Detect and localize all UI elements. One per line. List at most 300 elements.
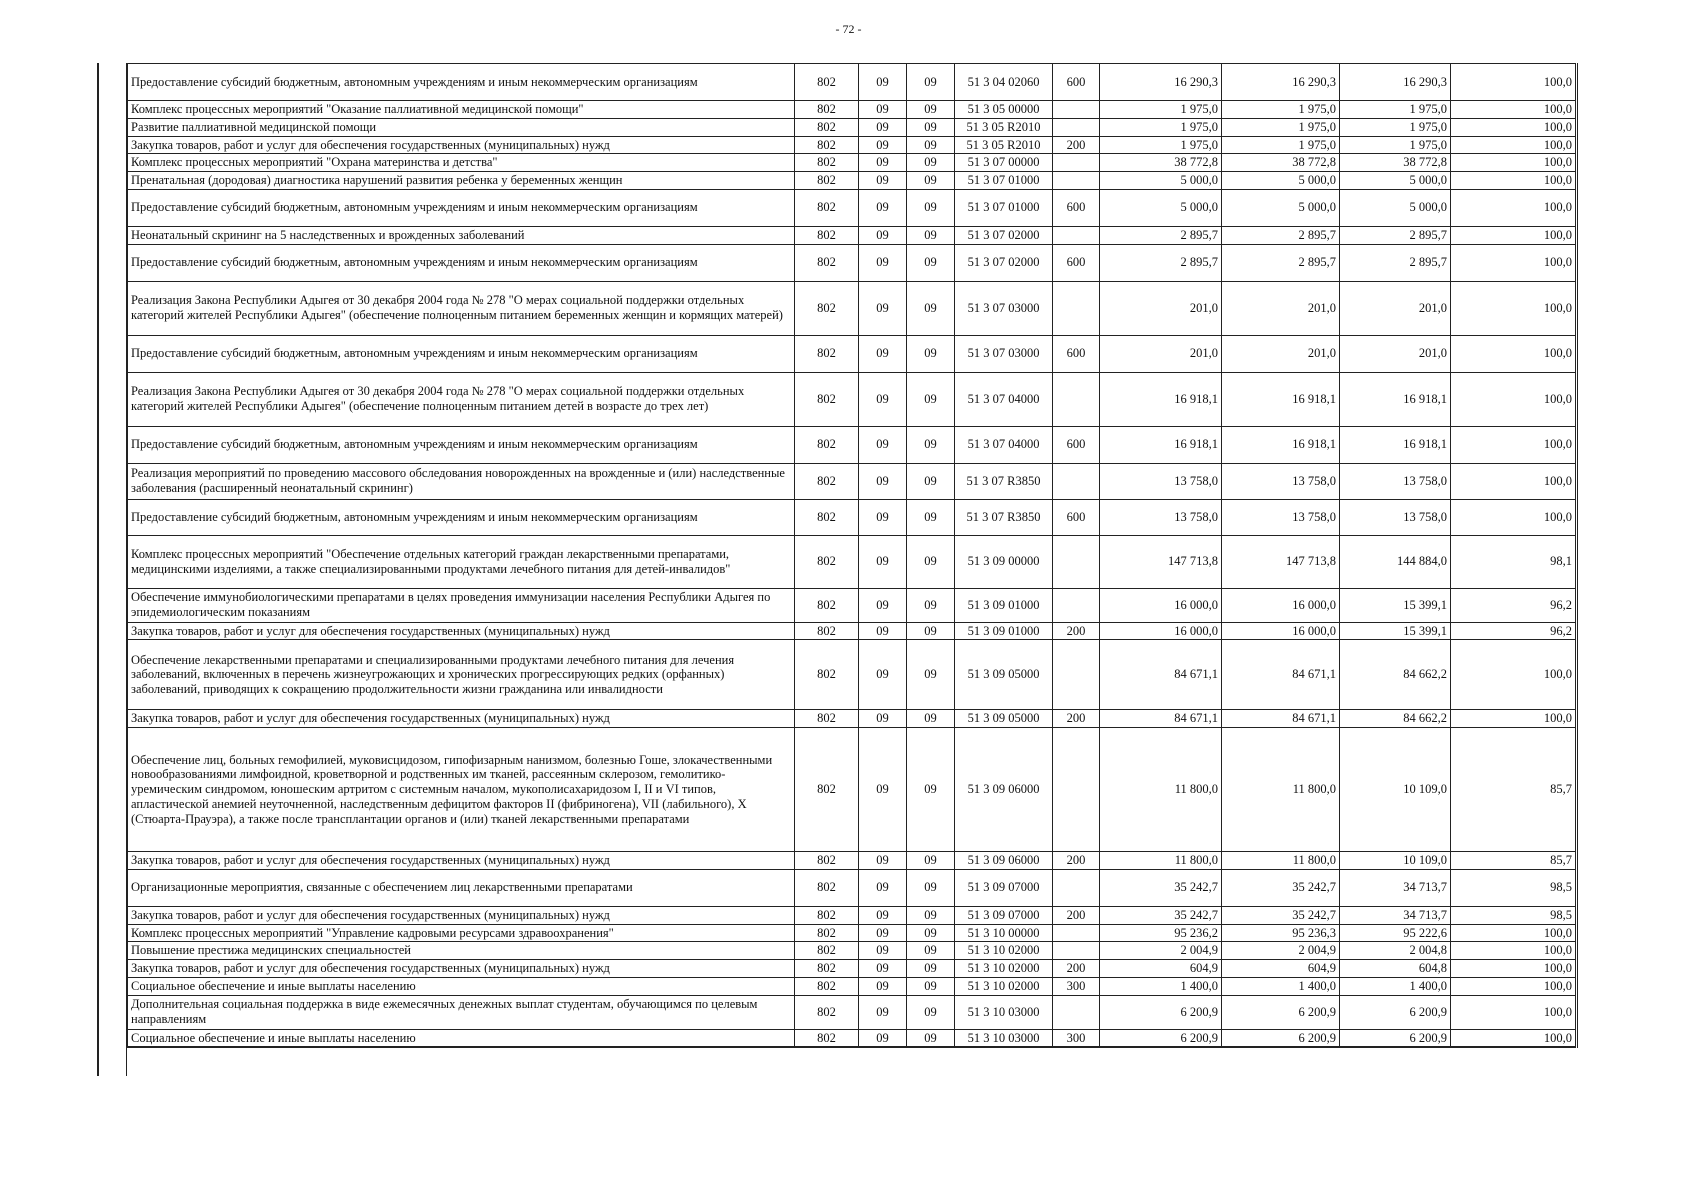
table-row	[128, 995, 1577, 1029]
row-expense-type	[1053, 226, 1100, 244]
row-section-code: 09	[859, 728, 907, 852]
row-executed-amount: 34 713,7	[1340, 906, 1451, 924]
row-execution-percent: 100,0	[1451, 924, 1577, 942]
row-expense-type: 200	[1053, 906, 1100, 924]
row-executed-amount: 2 895,7	[1340, 244, 1451, 281]
row-ministry-code: 802	[795, 924, 859, 942]
row-target-article: 51 3 07 03000	[955, 335, 1053, 372]
row-section-code: 09	[859, 869, 907, 906]
row-section-code: 09	[859, 189, 907, 226]
row-ministry-code: 802	[795, 995, 859, 1029]
row-expense-type	[1053, 118, 1100, 136]
row-refined-amount: 6 200,9	[1222, 1029, 1340, 1047]
row-ministry-code: 802	[795, 977, 859, 995]
row-target-article: 51 3 07 01000	[955, 172, 1053, 190]
row-section-code: 09	[859, 118, 907, 136]
row-expense-type: 200	[1053, 710, 1100, 728]
row-ministry-code: 802	[795, 906, 859, 924]
row-executed-amount: 16 918,1	[1340, 426, 1451, 463]
row-name: Комплекс процессных мероприятий "Управление кадровыми ресурсами здравоохранения"	[128, 924, 795, 942]
row-subsection-code: 09	[907, 1029, 955, 1047]
row-approved-amount: 35 242,7	[1100, 869, 1222, 906]
row-ministry-code: 802	[795, 640, 859, 710]
row-name: Предоставление субсидий бюджетным, автономным учреждениям и иным некоммерческим организациям	[128, 335, 795, 372]
row-section-code: 09	[859, 710, 907, 728]
row-refined-amount: 38 772,8	[1222, 154, 1340, 172]
row-executed-amount: 2 895,7	[1340, 226, 1451, 244]
row-execution-percent: 100,0	[1451, 101, 1577, 119]
row-execution-percent: 100,0	[1451, 64, 1577, 101]
row-ministry-code: 802	[795, 226, 859, 244]
row-expense-type	[1053, 942, 1100, 960]
row-name: Закупка товаров, работ и услуг для обеспечения государственных (муниципальных) нужд	[128, 136, 795, 154]
row-expense-type: 300	[1053, 977, 1100, 995]
row-name: Предоставление субсидий бюджетным, автономным учреждениям и иным некоммерческим организациям	[128, 64, 795, 101]
row-execution-percent: 100,0	[1451, 977, 1577, 995]
row-expense-type	[1053, 588, 1100, 622]
row-approved-amount: 35 242,7	[1100, 906, 1222, 924]
table-row	[128, 101, 1577, 119]
row-execution-percent: 100,0	[1451, 499, 1577, 535]
row-name: Комплекс процессных мероприятий "Обеспечение отдельных категорий граждан лекарственными препаратами, медицинскими изделиями, а также специализированными продуктами лечебного питания для детей-инвалидов"	[128, 535, 795, 588]
row-section-code: 09	[859, 226, 907, 244]
row-approved-amount: 84 671,1	[1100, 710, 1222, 728]
row-refined-amount: 16 290,3	[1222, 64, 1340, 101]
row-target-article: 51 3 07 03000	[955, 281, 1053, 335]
row-executed-amount: 201,0	[1340, 335, 1451, 372]
row-name: Обеспечение лекарственными препаратами и специализированными продуктами лечебного питания для лечения заболеваний, включенных в перечень жизнеугрожающих и хронических прогрессирующих редких (орфанных) заболеваний, приводящих к сокращению продолжительности жизни гражданина или инвалидности	[128, 640, 795, 710]
row-target-article: 51 3 09 05000	[955, 710, 1053, 728]
row-subsection-code: 09	[907, 622, 955, 640]
row-refined-amount: 16 000,0	[1222, 622, 1340, 640]
row-ministry-code: 802	[795, 189, 859, 226]
row-execution-percent: 100,0	[1451, 1029, 1577, 1047]
row-executed-amount: 84 662,2	[1340, 640, 1451, 710]
row-refined-amount: 16 918,1	[1222, 372, 1340, 426]
row-target-article: 51 3 07 01000	[955, 189, 1053, 226]
row-execution-percent: 100,0	[1451, 189, 1577, 226]
row-approved-amount: 147 713,8	[1100, 535, 1222, 588]
row-name: Повышение престижа медицинских специальностей	[128, 942, 795, 960]
row-name: Дополнительная социальная поддержка в виде ежемесячных денежных выплат студентам, обучающимся по целевым направлениям	[128, 995, 795, 1029]
row-executed-amount: 10 109,0	[1340, 852, 1451, 870]
row-name: Комплекс процессных мероприятий "Оказание паллиативной медицинской помощи"	[128, 101, 795, 119]
row-expense-type	[1053, 154, 1100, 172]
row-execution-percent: 98,5	[1451, 906, 1577, 924]
row-section-code: 09	[859, 622, 907, 640]
row-refined-amount: 2 004,9	[1222, 942, 1340, 960]
row-refined-amount: 95 236,3	[1222, 924, 1340, 942]
row-executed-amount: 34 713,7	[1340, 869, 1451, 906]
row-execution-percent: 100,0	[1451, 463, 1577, 499]
row-name: Неонатальный скрининг на 5 наследственных и врожденных заболеваний	[128, 226, 795, 244]
table-row	[128, 189, 1577, 226]
row-name: Предоставление субсидий бюджетным, автономным учреждениям и иным некоммерческим организациям	[128, 426, 795, 463]
row-subsection-code: 09	[907, 852, 955, 870]
row-name: Реализация мероприятий по проведению массового обследования новорожденных на врожденные и (или) наследственные заболевания (расширенный неонатальный скрининг)	[128, 463, 795, 499]
row-target-article: 51 3 07 R3850	[955, 463, 1053, 499]
table-row	[128, 942, 1577, 960]
row-subsection-code: 09	[907, 281, 955, 335]
row-subsection-code: 09	[907, 64, 955, 101]
row-expense-type: 300	[1053, 1029, 1100, 1047]
row-section-code: 09	[859, 172, 907, 190]
row-subsection-code: 09	[907, 869, 955, 906]
row-name: Развитие паллиативной медицинской помощи	[128, 118, 795, 136]
row-subsection-code: 09	[907, 995, 955, 1029]
row-refined-amount: 11 800,0	[1222, 852, 1340, 870]
row-refined-amount: 1 975,0	[1222, 136, 1340, 154]
row-subsection-code: 09	[907, 463, 955, 499]
row-executed-amount: 5 000,0	[1340, 172, 1451, 190]
row-expense-type: 200	[1053, 852, 1100, 870]
row-execution-percent: 85,7	[1451, 852, 1577, 870]
row-subsection-code: 09	[907, 189, 955, 226]
row-target-article: 51 3 07 04000	[955, 426, 1053, 463]
row-subsection-code: 09	[907, 136, 955, 154]
row-subsection-code: 09	[907, 924, 955, 942]
row-approved-amount: 16 918,1	[1100, 426, 1222, 463]
row-refined-amount: 6 200,9	[1222, 995, 1340, 1029]
row-refined-amount: 147 713,8	[1222, 535, 1340, 588]
row-target-article: 51 3 09 05000	[955, 640, 1053, 710]
row-name: Комплекс процессных мероприятий "Охрана материнства и детства"	[128, 154, 795, 172]
row-execution-percent: 100,0	[1451, 942, 1577, 960]
row-expense-type	[1053, 728, 1100, 852]
row-execution-percent: 98,1	[1451, 535, 1577, 588]
row-ministry-code: 802	[795, 335, 859, 372]
row-executed-amount: 1 400,0	[1340, 977, 1451, 995]
row-execution-percent: 96,2	[1451, 588, 1577, 622]
row-approved-amount: 6 200,9	[1100, 1029, 1222, 1047]
row-refined-amount: 84 671,1	[1222, 640, 1340, 710]
row-name: Социальное обеспечение и иные выплаты населению	[128, 1029, 795, 1047]
row-refined-amount: 13 758,0	[1222, 463, 1340, 499]
table-row	[128, 118, 1577, 136]
row-ministry-code: 802	[795, 136, 859, 154]
row-execution-percent: 100,0	[1451, 154, 1577, 172]
row-expense-type: 600	[1053, 64, 1100, 101]
row-expense-type	[1053, 372, 1100, 426]
row-target-article: 51 3 09 00000	[955, 535, 1053, 588]
row-executed-amount: 95 222,6	[1340, 924, 1451, 942]
row-execution-percent: 100,0	[1451, 172, 1577, 190]
row-approved-amount: 5 000,0	[1100, 172, 1222, 190]
row-section-code: 09	[859, 942, 907, 960]
row-expense-type	[1053, 924, 1100, 942]
table-row	[128, 372, 1577, 426]
row-execution-percent: 96,2	[1451, 622, 1577, 640]
row-subsection-code: 09	[907, 101, 955, 119]
row-execution-percent: 100,0	[1451, 136, 1577, 154]
row-target-article: 51 3 05 00000	[955, 101, 1053, 119]
row-ministry-code: 802	[795, 622, 859, 640]
row-ministry-code: 802	[795, 960, 859, 978]
budget-table-body	[128, 64, 1577, 1048]
row-name: Предоставление субсидий бюджетным, автономным учреждениям и иным некоммерческим организациям	[128, 244, 795, 281]
row-approved-amount: 5 000,0	[1100, 189, 1222, 226]
table-row	[128, 136, 1577, 154]
row-target-article: 51 3 09 07000	[955, 906, 1053, 924]
row-expense-type: 600	[1053, 426, 1100, 463]
row-subsection-code: 09	[907, 372, 955, 426]
table-row	[128, 977, 1577, 995]
row-name: Реализация Закона Республики Адыгея от 30 декабря 2004 года № 278 "О мерах социальной поддержки отдельных категорий жителей Республики Адыгея" (обеспечение полноценным питанием беременных женщин и кормящих матерей)	[128, 281, 795, 335]
row-executed-amount: 15 399,1	[1340, 588, 1451, 622]
row-target-article: 51 3 09 06000	[955, 728, 1053, 852]
row-executed-amount: 1 975,0	[1340, 101, 1451, 119]
row-ministry-code: 802	[795, 118, 859, 136]
row-subsection-code: 09	[907, 942, 955, 960]
row-ministry-code: 802	[795, 1029, 859, 1047]
row-executed-amount: 13 758,0	[1340, 463, 1451, 499]
table-row	[128, 281, 1577, 335]
row-section-code: 09	[859, 588, 907, 622]
row-name: Закупка товаров, работ и услуг для обеспечения государственных (муниципальных) нужд	[128, 906, 795, 924]
row-approved-amount: 1 975,0	[1100, 136, 1222, 154]
row-subsection-code: 09	[907, 118, 955, 136]
row-executed-amount: 84 662,2	[1340, 710, 1451, 728]
row-expense-type	[1053, 172, 1100, 190]
row-ministry-code: 802	[795, 154, 859, 172]
row-refined-amount: 201,0	[1222, 281, 1340, 335]
row-target-article: 51 3 10 02000	[955, 960, 1053, 978]
row-approved-amount: 11 800,0	[1100, 852, 1222, 870]
row-subsection-code: 09	[907, 710, 955, 728]
table-row	[128, 64, 1577, 101]
row-executed-amount: 144 884,0	[1340, 535, 1451, 588]
row-execution-percent: 98,5	[1451, 869, 1577, 906]
row-approved-amount: 201,0	[1100, 281, 1222, 335]
table-row	[128, 924, 1577, 942]
table-row	[128, 728, 1577, 852]
row-execution-percent: 100,0	[1451, 335, 1577, 372]
row-expense-type	[1053, 281, 1100, 335]
table-row	[128, 535, 1577, 588]
row-approved-amount: 201,0	[1100, 335, 1222, 372]
row-executed-amount: 2 004,8	[1340, 942, 1451, 960]
row-ministry-code: 802	[795, 710, 859, 728]
row-name: Обеспечение иммунобиологическими препаратами в целях проведения иммунизации населения Республики Адыгея по эпидемиологическим показаниям	[128, 588, 795, 622]
row-refined-amount: 5 000,0	[1222, 189, 1340, 226]
row-section-code: 09	[859, 281, 907, 335]
table-row	[128, 463, 1577, 499]
row-ministry-code: 802	[795, 499, 859, 535]
row-expense-type: 600	[1053, 189, 1100, 226]
row-executed-amount: 16 290,3	[1340, 64, 1451, 101]
row-target-article: 51 3 05 R2010	[955, 118, 1053, 136]
row-ministry-code: 802	[795, 426, 859, 463]
row-refined-amount: 1 400,0	[1222, 977, 1340, 995]
row-approved-amount: 1 400,0	[1100, 977, 1222, 995]
row-section-code: 09	[859, 535, 907, 588]
row-ministry-code: 802	[795, 463, 859, 499]
row-subsection-code: 09	[907, 244, 955, 281]
row-execution-percent: 100,0	[1451, 118, 1577, 136]
row-refined-amount: 201,0	[1222, 335, 1340, 372]
row-ministry-code: 802	[795, 101, 859, 119]
row-name: Закупка товаров, работ и услуг для обеспечения государственных (муниципальных) нужд	[128, 710, 795, 728]
row-executed-amount: 13 758,0	[1340, 499, 1451, 535]
table-row	[128, 640, 1577, 710]
row-name: Закупка товаров, работ и услуг для обеспечения государственных (муниципальных) нужд	[128, 852, 795, 870]
row-target-article: 51 3 04 02060	[955, 64, 1053, 101]
row-refined-amount: 1 975,0	[1222, 101, 1340, 119]
row-approved-amount: 2 895,7	[1100, 226, 1222, 244]
row-ministry-code: 802	[795, 869, 859, 906]
row-expense-type	[1053, 463, 1100, 499]
row-subsection-code: 09	[907, 960, 955, 978]
row-executed-amount: 604,8	[1340, 960, 1451, 978]
row-ministry-code: 802	[795, 281, 859, 335]
row-executed-amount: 10 109,0	[1340, 728, 1451, 852]
row-section-code: 09	[859, 499, 907, 535]
row-subsection-code: 09	[907, 226, 955, 244]
row-subsection-code: 09	[907, 426, 955, 463]
row-target-article: 51 3 10 02000	[955, 942, 1053, 960]
row-expense-type: 200	[1053, 960, 1100, 978]
table-row	[128, 154, 1577, 172]
table-row	[128, 335, 1577, 372]
row-expense-type: 200	[1053, 622, 1100, 640]
row-target-article: 51 3 05 R2010	[955, 136, 1053, 154]
row-approved-amount: 13 758,0	[1100, 463, 1222, 499]
row-ministry-code: 802	[795, 852, 859, 870]
row-section-code: 09	[859, 1029, 907, 1047]
table-row	[128, 588, 1577, 622]
row-executed-amount: 201,0	[1340, 281, 1451, 335]
row-refined-amount: 16 918,1	[1222, 426, 1340, 463]
row-name: Предоставление субсидий бюджетным, автономным учреждениям и иным некоммерческим организациям	[128, 189, 795, 226]
row-name: Социальное обеспечение и иные выплаты населению	[128, 977, 795, 995]
row-ministry-code: 802	[795, 728, 859, 852]
row-name: Организационные мероприятия, связанные с обеспечением лиц лекарственными препаратами	[128, 869, 795, 906]
row-approved-amount: 2 895,7	[1100, 244, 1222, 281]
row-refined-amount: 2 895,7	[1222, 244, 1340, 281]
row-approved-amount: 1 975,0	[1100, 101, 1222, 119]
row-name: Закупка товаров, работ и услуг для обеспечения государственных (муниципальных) нужд	[128, 960, 795, 978]
row-target-article: 51 3 10 03000	[955, 995, 1053, 1029]
row-execution-percent: 100,0	[1451, 281, 1577, 335]
row-target-article: 51 3 07 04000	[955, 372, 1053, 426]
row-execution-percent: 100,0	[1451, 372, 1577, 426]
row-approved-amount: 16 918,1	[1100, 372, 1222, 426]
row-target-article: 51 3 07 R3850	[955, 499, 1053, 535]
row-target-article: 51 3 10 03000	[955, 1029, 1053, 1047]
row-executed-amount: 15 399,1	[1340, 622, 1451, 640]
row-ministry-code: 802	[795, 372, 859, 426]
row-subsection-code: 09	[907, 588, 955, 622]
table-row	[128, 960, 1577, 978]
row-refined-amount: 84 671,1	[1222, 710, 1340, 728]
row-target-article: 51 3 10 02000	[955, 977, 1053, 995]
row-section-code: 09	[859, 154, 907, 172]
row-execution-percent: 100,0	[1451, 960, 1577, 978]
row-section-code: 09	[859, 244, 907, 281]
row-expense-type	[1053, 995, 1100, 1029]
row-refined-amount: 35 242,7	[1222, 906, 1340, 924]
table-row	[128, 906, 1577, 924]
row-execution-percent: 100,0	[1451, 640, 1577, 710]
row-execution-percent: 100,0	[1451, 244, 1577, 281]
row-refined-amount: 604,9	[1222, 960, 1340, 978]
row-ministry-code: 802	[795, 942, 859, 960]
row-expense-type: 600	[1053, 335, 1100, 372]
row-approved-amount: 1 975,0	[1100, 118, 1222, 136]
row-refined-amount: 1 975,0	[1222, 118, 1340, 136]
row-section-code: 09	[859, 335, 907, 372]
table-row	[128, 499, 1577, 535]
row-target-article: 51 3 09 07000	[955, 869, 1053, 906]
table-row	[128, 244, 1577, 281]
row-target-article: 51 3 10 00000	[955, 924, 1053, 942]
row-section-code: 09	[859, 136, 907, 154]
row-execution-percent: 100,0	[1451, 426, 1577, 463]
row-subsection-code: 09	[907, 154, 955, 172]
table-row	[128, 710, 1577, 728]
row-approved-amount: 11 800,0	[1100, 728, 1222, 852]
row-subsection-code: 09	[907, 335, 955, 372]
row-section-code: 09	[859, 640, 907, 710]
row-target-article: 51 3 09 01000	[955, 622, 1053, 640]
table-row	[128, 622, 1577, 640]
row-executed-amount: 6 200,9	[1340, 995, 1451, 1029]
row-subsection-code: 09	[907, 172, 955, 190]
row-execution-percent: 85,7	[1451, 728, 1577, 852]
row-section-code: 09	[859, 906, 907, 924]
row-expense-type	[1053, 535, 1100, 588]
row-execution-percent: 100,0	[1451, 710, 1577, 728]
page-number: - 72 -	[835, 22, 862, 36]
row-approved-amount: 16 000,0	[1100, 622, 1222, 640]
row-target-article: 51 3 07 02000	[955, 244, 1053, 281]
row-subsection-code: 09	[907, 728, 955, 852]
table-row	[128, 226, 1577, 244]
row-subsection-code: 09	[907, 906, 955, 924]
row-refined-amount: 11 800,0	[1222, 728, 1340, 852]
row-approved-amount: 38 772,8	[1100, 154, 1222, 172]
row-ministry-code: 802	[795, 172, 859, 190]
row-section-code: 09	[859, 463, 907, 499]
row-ministry-code: 802	[795, 244, 859, 281]
row-executed-amount: 6 200,9	[1340, 1029, 1451, 1047]
row-executed-amount: 5 000,0	[1340, 189, 1451, 226]
row-ministry-code: 802	[795, 535, 859, 588]
row-approved-amount: 6 200,9	[1100, 995, 1222, 1029]
table-row	[128, 426, 1577, 463]
table-row	[128, 869, 1577, 906]
row-section-code: 09	[859, 995, 907, 1029]
row-subsection-code: 09	[907, 499, 955, 535]
row-subsection-code: 09	[907, 640, 955, 710]
row-section-code: 09	[859, 924, 907, 942]
budget-table	[127, 63, 1578, 1048]
row-approved-amount: 604,9	[1100, 960, 1222, 978]
row-target-article: 51 3 09 06000	[955, 852, 1053, 870]
row-name: Предоставление субсидий бюджетным, автономным учреждениям и иным некоммерческим организациям	[128, 499, 795, 535]
row-expense-type: 600	[1053, 244, 1100, 281]
table-left-margin-column	[97, 63, 127, 1076]
row-approved-amount: 95 236,2	[1100, 924, 1222, 942]
row-expense-type: 200	[1053, 136, 1100, 154]
table-row	[128, 1029, 1577, 1047]
row-approved-amount: 13 758,0	[1100, 499, 1222, 535]
row-section-code: 09	[859, 852, 907, 870]
row-section-code: 09	[859, 977, 907, 995]
row-section-code: 09	[859, 64, 907, 101]
row-refined-amount: 35 242,7	[1222, 869, 1340, 906]
row-execution-percent: 100,0	[1451, 226, 1577, 244]
